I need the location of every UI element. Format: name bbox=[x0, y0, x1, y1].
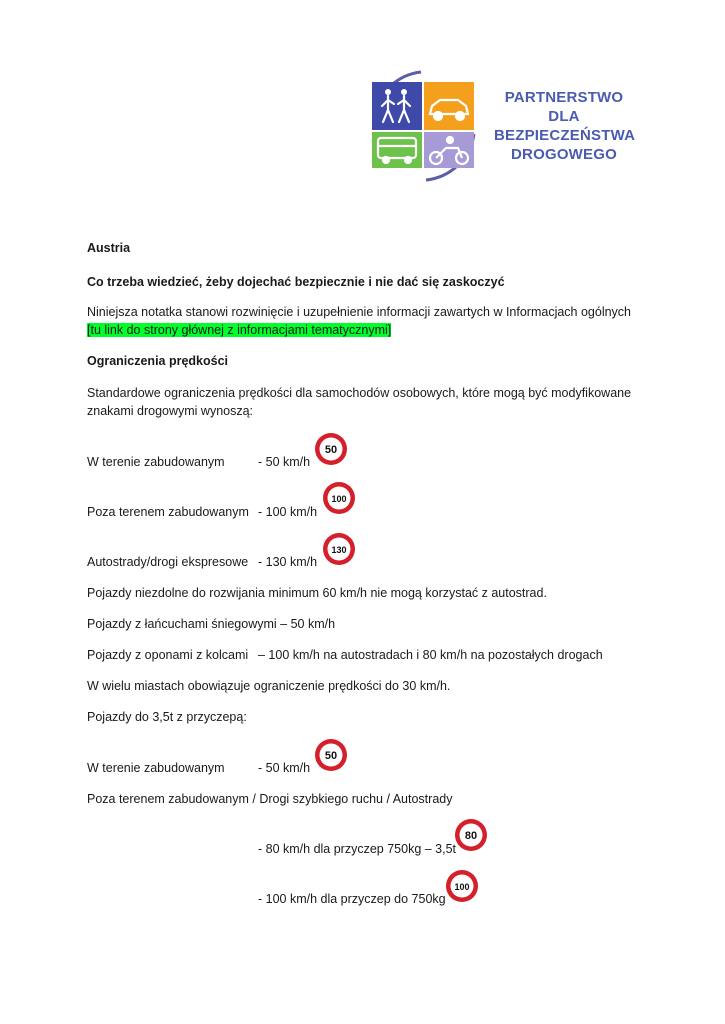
speed-sign-80-icon bbox=[454, 818, 488, 852]
limit-value-motorway: - 130 km/h bbox=[258, 555, 318, 569]
speed-sign-100-trailer-icon bbox=[445, 869, 479, 903]
trailer-heavy: - 80 km/h dla przyczep 750kg – 3,5t bbox=[258, 842, 457, 856]
speed-sign-value: 100 bbox=[454, 882, 470, 892]
logo-line-4: DROGOWEGO bbox=[511, 146, 617, 163]
subtitle: Co trzeba wiedzieć, żeby dojechać bezpiecznie i nie dać się zaskoczyć bbox=[87, 275, 505, 289]
logo-line-2: DLA bbox=[548, 108, 580, 125]
limit-label-motorway: Autostrady/drogi ekspresowe bbox=[87, 555, 249, 569]
limit-value-builtup: - 50 km/h bbox=[258, 455, 311, 469]
standard-text-2: znakami drogowymi wynoszą: bbox=[87, 404, 254, 418]
note-snow-chains: Pojazdy z łańcuchami śniegowymi – 50 km/h bbox=[87, 617, 336, 631]
country-heading: Austria bbox=[87, 241, 131, 255]
trailer-other-roads: Poza terenem zabudowanym / Drogi szybkiego ruchu / Autostrady bbox=[87, 792, 453, 806]
speed-sign-130-icon bbox=[322, 532, 356, 566]
logo-graphic bbox=[366, 68, 478, 184]
standard-text-1: Standardowe ograniczenia prędkości dla samochodów osobowych, które mogą być modyfikowane bbox=[87, 386, 632, 400]
note-studded-value: – 100 km/h na autostradach i 80 km/h na pozostałych drogach bbox=[258, 648, 603, 662]
logo bbox=[366, 68, 478, 184]
speed-sign-100-icon bbox=[322, 481, 356, 515]
speed-sign-value: 50 bbox=[324, 750, 338, 762]
speed-sign-50-icon bbox=[314, 432, 348, 466]
speed-heading: Ograniczenia prędkości bbox=[87, 354, 229, 368]
note-city-30: W wielu miastach obowiązuje ograniczenie prędkości do 30 km/h. bbox=[87, 679, 451, 693]
logo-text bbox=[494, 88, 634, 164]
trailer-heading: Pojazdy do 3,5t z przyczepą: bbox=[87, 710, 247, 724]
intro-text: Niniejsza notatka stanowi rozwinięcie i uzupełnienie informacji zawartych w Informacjach ogólnych bbox=[87, 305, 632, 319]
note-min-speed: Pojazdy niezdolne do rozwijania minimum 60 km/h nie mogą korzystać z autostrad. bbox=[87, 586, 547, 600]
speed-sign-50-trailer-icon bbox=[314, 738, 348, 772]
limit-label-builtup: W terenie zabudowanym bbox=[87, 455, 225, 469]
placeholder-link[interactable]: [tu link do strony głównej z informacjami tematycznymi] bbox=[87, 323, 392, 337]
trailer-light: - 100 km/h dla przyczep do 750kg bbox=[258, 892, 446, 906]
speed-sign-value: 80 bbox=[464, 830, 478, 842]
speed-sign-value: 130 bbox=[331, 545, 347, 555]
limit-label-outside: Poza terenem zabudowanym bbox=[87, 505, 249, 519]
logo-line-3: BEZPIECZEŃSTWA bbox=[494, 127, 636, 144]
logo-line-1: PARTNERSTWO bbox=[504, 89, 624, 106]
trailer-builtup-value: - 50 km/h bbox=[258, 761, 311, 775]
trailer-builtup-label: W terenie zabudowanym bbox=[87, 761, 225, 775]
speed-sign-value: 50 bbox=[324, 444, 338, 456]
limit-value-outside: - 100 km/h bbox=[258, 505, 318, 519]
speed-sign-value: 100 bbox=[331, 494, 347, 504]
note-studded-label: Pojazdy z oponami z kolcami bbox=[87, 648, 249, 662]
